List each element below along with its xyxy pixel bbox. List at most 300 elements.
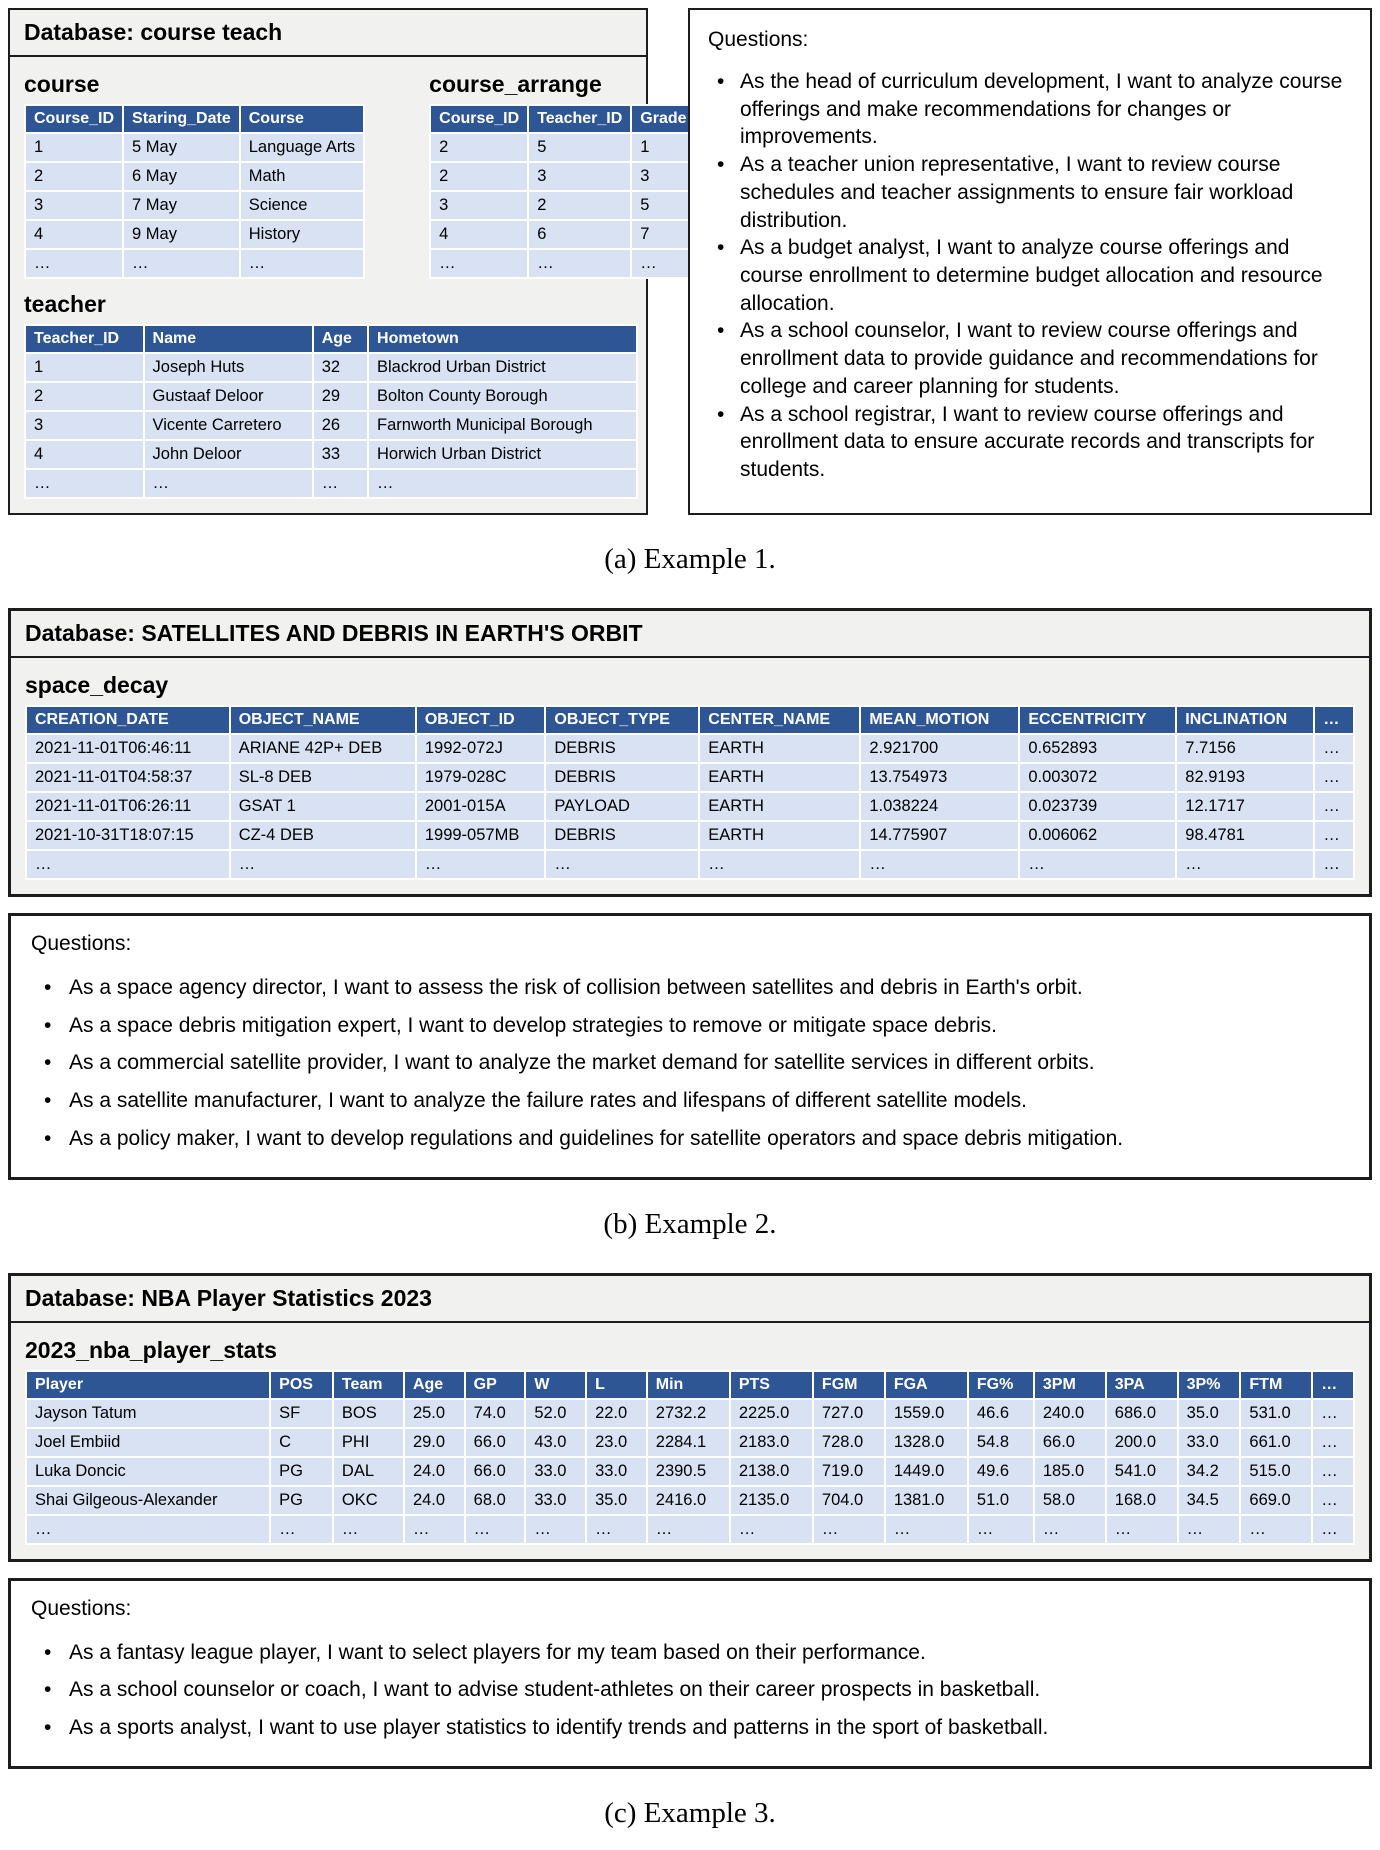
table-cell: 66.0 xyxy=(466,1458,525,1485)
question-item: • As a space agency director, I want to assess the risk of collision between satellites and debris in Earth's orbit. xyxy=(31,974,1349,1002)
column-header: Course xyxy=(241,106,363,132)
table-row xyxy=(26,354,636,381)
table-row xyxy=(431,134,694,161)
table-cell: 4 xyxy=(26,441,143,468)
column-header: Player xyxy=(27,1372,269,1398)
table-cell: … xyxy=(587,1516,646,1543)
column-header: OBJECT_TYPE xyxy=(546,707,698,733)
example1-questions-panel xyxy=(688,8,1372,515)
column-header: OBJECT_NAME xyxy=(231,707,415,733)
table-cell: 4 xyxy=(431,221,527,248)
table-cell: … xyxy=(886,1516,967,1543)
table-cell: Science xyxy=(241,192,363,219)
player-stats-table-block xyxy=(25,1337,1355,1545)
table-cell: C xyxy=(271,1429,332,1456)
table-cell: 7 xyxy=(632,221,694,248)
table-cell: Blackrod Urban District xyxy=(369,354,636,381)
table-cell: … xyxy=(26,470,143,497)
table-cell: … xyxy=(1020,851,1175,878)
table-cell: 541.0 xyxy=(1107,1458,1177,1485)
table-cell: 1 xyxy=(26,354,143,381)
table-name-teacher: teacher xyxy=(24,291,106,317)
table-cell: … xyxy=(700,851,859,878)
table-cell: … xyxy=(1315,793,1353,820)
table-row xyxy=(431,250,694,277)
table-cell: 23.0 xyxy=(587,1429,646,1456)
table-cell: 49.6 xyxy=(969,1458,1033,1485)
table-cell: … xyxy=(861,851,1018,878)
table-cell: 2 xyxy=(26,163,122,190)
table-cell: 4 xyxy=(26,221,122,248)
column-header: Hometown xyxy=(369,326,636,352)
table-cell: 3 xyxy=(632,163,694,190)
table-cell: 24.0 xyxy=(405,1487,464,1514)
database-title: Database: NBA Player Statistics 2023 xyxy=(11,1276,1369,1323)
question-item: • As a fantasy league player, I want to select players for my team based on their performance. xyxy=(31,1639,1349,1667)
table-cell: 727.0 xyxy=(814,1400,884,1427)
table-cell: 185.0 xyxy=(1035,1458,1105,1485)
column-header: 3PA xyxy=(1107,1372,1177,1398)
column-header: Staring_Date xyxy=(124,106,239,132)
column-header: W xyxy=(526,1372,585,1398)
question-item: • As a commercial satellite provider, I want to analyze the market demand for satellite services in different orbits. xyxy=(31,1049,1349,1077)
column-header: Teacher_ID xyxy=(26,326,143,352)
table-cell: GSAT 1 xyxy=(231,793,415,820)
table-cell: 1.038224 xyxy=(861,793,1018,820)
table-cell: 66.0 xyxy=(466,1429,525,1456)
table-row xyxy=(26,221,363,248)
column-header: FTM xyxy=(1241,1372,1311,1398)
table-cell: … xyxy=(1315,822,1353,849)
table-cell: 66.0 xyxy=(1035,1429,1105,1456)
table-cell: 29 xyxy=(314,383,367,410)
questions-list xyxy=(708,68,1348,484)
example-2 xyxy=(8,608,1372,1241)
table-cell: Jayson Tatum xyxy=(27,1400,269,1427)
table-cell: 704.0 xyxy=(814,1487,884,1514)
table-cell: Math xyxy=(241,163,363,190)
question-item: • As a school counselor or coach, I want to advise student-athletes on their career prospects in basketball. xyxy=(31,1676,1349,1704)
table-name-player-stats: 2023_nba_player_stats xyxy=(25,1336,277,1363)
table-row xyxy=(27,1487,1353,1514)
table-cell: 26 xyxy=(314,412,367,439)
column-header: INCLINATION xyxy=(1177,707,1313,733)
column-header: Age xyxy=(314,326,367,352)
table-cell: 2 xyxy=(529,192,630,219)
column-header: FGA xyxy=(886,1372,967,1398)
table-cell: 531.0 xyxy=(1241,1400,1311,1427)
table-cell: 3 xyxy=(26,412,143,439)
table-cell: Joseph Huts xyxy=(145,354,312,381)
database-title: Database: SATELLITES AND DEBRIS IN EARTH'S ORBIT xyxy=(11,611,1369,658)
table-cell: 669.0 xyxy=(1241,1487,1311,1514)
table-row xyxy=(27,1516,1353,1543)
course-arrange-table xyxy=(429,104,696,279)
table-cell: 54.8 xyxy=(969,1429,1033,1456)
header-row xyxy=(26,326,636,352)
table-cell: … xyxy=(1179,1516,1240,1543)
table-cell: 12.1717 xyxy=(1177,793,1313,820)
table-cell: … xyxy=(241,250,363,277)
table-cell: 46.6 xyxy=(969,1400,1033,1427)
table-cell: … xyxy=(1315,764,1353,791)
table-cell: 35.0 xyxy=(587,1487,646,1514)
table-cell: 68.0 xyxy=(466,1487,525,1514)
table-cell: John Deloor xyxy=(145,441,312,468)
table-row xyxy=(26,441,636,468)
table-cell: 168.0 xyxy=(1107,1487,1177,1514)
table-cell: … xyxy=(27,851,229,878)
table-cell: 0.003072 xyxy=(1020,764,1175,791)
header-row xyxy=(27,1372,1353,1398)
caption-example-3: (c) Example 3. xyxy=(604,1796,776,1829)
table-cell: … xyxy=(648,1516,729,1543)
table-cell: 2 xyxy=(431,134,527,161)
table-cell: 1992-072J xyxy=(417,735,545,762)
question-item: • As a budget analyst, I want to analyze course offerings and course enrollment to determine budget allocation and resource allocation. xyxy=(708,234,1348,317)
table-cell: … xyxy=(1313,1429,1353,1456)
table-cell: … xyxy=(1241,1516,1311,1543)
caption-example-1: (a) Example 1. xyxy=(604,543,776,575)
table-cell: 33.0 xyxy=(526,1458,585,1485)
tables-row xyxy=(24,59,687,279)
table-cell: 33.0 xyxy=(587,1458,646,1485)
table-cell: EARTH xyxy=(700,822,859,849)
table-cell: … xyxy=(405,1516,464,1543)
table-cell: 2135.0 xyxy=(731,1487,812,1514)
table-cell: 2021-11-01T06:26:11 xyxy=(27,793,229,820)
column-header: … xyxy=(1315,707,1353,733)
table-cell: 58.0 xyxy=(1035,1487,1105,1514)
database-body xyxy=(10,57,687,513)
table-cell: 3 xyxy=(431,192,527,219)
table-cell: 2183.0 xyxy=(731,1429,812,1456)
table-cell: 6 xyxy=(529,221,630,248)
table-cell: … xyxy=(145,470,312,497)
table-cell: 7 May xyxy=(124,192,239,219)
table-cell: CZ-4 DEB xyxy=(231,822,415,849)
table-cell: … xyxy=(526,1516,585,1543)
table-cell: 0.652893 xyxy=(1020,735,1175,762)
table-cell: EARTH xyxy=(700,793,859,820)
table-cell: 51.0 xyxy=(969,1487,1033,1514)
table-cell: … xyxy=(1313,1400,1353,1427)
table-row xyxy=(27,764,1353,791)
table-cell: 5 May xyxy=(124,134,239,161)
table-cell: Language Arts xyxy=(241,134,363,161)
header-row xyxy=(431,106,694,132)
table-row xyxy=(26,250,363,277)
table-cell: … xyxy=(529,250,630,277)
example2-questions-panel xyxy=(8,913,1372,1180)
table-cell: OKC xyxy=(334,1487,403,1514)
table-cell: PG xyxy=(271,1487,332,1514)
example-1 xyxy=(8,8,1372,576)
table-cell: … xyxy=(1313,1458,1353,1485)
column-header: CENTER_NAME xyxy=(700,707,859,733)
table-cell: Farnworth Municipal Borough xyxy=(369,412,636,439)
table-cell: Luka Doncic xyxy=(27,1458,269,1485)
table-row xyxy=(26,383,636,410)
table-cell: … xyxy=(369,470,636,497)
teacher-table xyxy=(24,324,638,499)
column-header: Age xyxy=(405,1372,464,1398)
column-header: MEAN_MOTION xyxy=(861,707,1018,733)
question-item: • As a school registrar, I want to review course offerings and enrollment data to ensure accurate records and transcripts for students. xyxy=(708,401,1348,484)
table-cell: … xyxy=(417,851,545,878)
table-cell: 34.2 xyxy=(1179,1458,1240,1485)
table-cell: 2 xyxy=(26,383,143,410)
table-cell: 686.0 xyxy=(1107,1400,1177,1427)
table-cell: 33.0 xyxy=(526,1487,585,1514)
table-cell: … xyxy=(431,250,527,277)
table-row xyxy=(431,163,694,190)
example3-database-panel xyxy=(8,1273,1372,1562)
question-item: • As a sports analyst, I want to use player statistics to identify trends and patterns in the sport of basketball. xyxy=(31,1714,1349,1742)
table-name-course-arrange: course_arrange xyxy=(429,71,602,97)
table-cell: 35.0 xyxy=(1179,1400,1240,1427)
questions-label: Questions: xyxy=(31,1596,132,1620)
player-stats-table xyxy=(25,1370,1355,1545)
table-cell: 2390.5 xyxy=(648,1458,729,1485)
table-cell: … xyxy=(1313,1516,1353,1543)
header-row xyxy=(26,106,363,132)
column-header: … xyxy=(1313,1372,1353,1398)
table-cell: … xyxy=(271,1516,332,1543)
table-cell: … xyxy=(814,1516,884,1543)
example-1-row xyxy=(8,8,1372,515)
column-header: Teacher_ID xyxy=(529,106,630,132)
table-cell: DAL xyxy=(334,1458,403,1485)
column-header: POS xyxy=(271,1372,332,1398)
table-cell: 29.0 xyxy=(405,1429,464,1456)
table-cell: 2021-10-31T18:07:15 xyxy=(27,822,229,849)
column-header: Name xyxy=(145,326,312,352)
column-header: OBJECT_ID xyxy=(417,707,545,733)
column-header: 3PM xyxy=(1035,1372,1105,1398)
table-cell: EARTH xyxy=(700,735,859,762)
table-cell: PAYLOAD xyxy=(546,793,698,820)
question-item: • As a space debris mitigation expert, I want to develop strategies to remove or mitigate space debris. xyxy=(31,1012,1349,1040)
table-cell: … xyxy=(314,470,367,497)
table-cell: … xyxy=(1035,1516,1105,1543)
table-row xyxy=(26,134,363,161)
table-cell: 14.775907 xyxy=(861,822,1018,849)
table-cell: 2284.1 xyxy=(648,1429,729,1456)
table-cell: 22.0 xyxy=(587,1400,646,1427)
table-cell: 2021-11-01T04:58:37 xyxy=(27,764,229,791)
database-body xyxy=(11,658,1369,894)
table-cell: … xyxy=(124,250,239,277)
table-cell: PG xyxy=(271,1458,332,1485)
table-cell: … xyxy=(334,1516,403,1543)
question-item: • As a school counselor, I want to review course offerings and enrollment data to provide guidance and recommendations for college and career planning for students. xyxy=(708,317,1348,400)
column-header: FG% xyxy=(969,1372,1033,1398)
questions-list xyxy=(31,1639,1349,1742)
course-arrange-table-block xyxy=(429,59,696,279)
example3-questions-panel xyxy=(8,1578,1372,1769)
caption-example-2: (b) Example 2. xyxy=(603,1207,777,1240)
table-row xyxy=(26,192,363,219)
table-cell: 3 xyxy=(529,163,630,190)
teacher-table-block xyxy=(24,291,632,499)
table-cell: Bolton County Borough xyxy=(369,383,636,410)
table-cell: 2732.2 xyxy=(648,1400,729,1427)
column-header: FGM xyxy=(814,1372,884,1398)
table-cell: 2416.0 xyxy=(648,1487,729,1514)
table-row xyxy=(27,1429,1353,1456)
space-decay-table xyxy=(25,705,1355,880)
column-header: Min xyxy=(648,1372,729,1398)
table-row xyxy=(27,1400,1353,1427)
table-cell: 2 xyxy=(431,163,527,190)
table-cell: 74.0 xyxy=(466,1400,525,1427)
table-cell: 661.0 xyxy=(1241,1429,1311,1456)
course-table xyxy=(24,104,365,279)
table-cell: EARTH xyxy=(700,764,859,791)
table-row xyxy=(27,1458,1353,1485)
table-cell: 5 xyxy=(632,192,694,219)
table-cell: DEBRIS xyxy=(546,735,698,762)
table-cell: 2138.0 xyxy=(731,1458,812,1485)
table-cell: 1 xyxy=(26,134,122,161)
table-cell: 200.0 xyxy=(1107,1429,1177,1456)
question-item: • As the head of curriculum development, I want to analyze course offerings and make recommendations for changes or improvements. xyxy=(708,68,1348,151)
table-cell: … xyxy=(1315,851,1353,878)
table-cell: … xyxy=(26,250,122,277)
table-cell: 1381.0 xyxy=(886,1487,967,1514)
table-row xyxy=(27,735,1353,762)
table-cell: 3 xyxy=(26,192,122,219)
questions-list xyxy=(31,974,1349,1153)
table-cell: 25.0 xyxy=(405,1400,464,1427)
table-cell: 1449.0 xyxy=(886,1458,967,1485)
table-cell: History xyxy=(241,221,363,248)
table-row xyxy=(26,163,363,190)
table-cell: … xyxy=(27,1516,269,1543)
column-header: Grade xyxy=(632,106,694,132)
table-cell: 98.4781 xyxy=(1177,822,1313,849)
table-cell: 82.9193 xyxy=(1177,764,1313,791)
table-cell: 515.0 xyxy=(1241,1458,1311,1485)
table-cell: 6 May xyxy=(124,163,239,190)
table-row xyxy=(431,192,694,219)
table-cell: … xyxy=(546,851,698,878)
example1-database-panel xyxy=(8,8,687,515)
table-cell: 2.921700 xyxy=(861,735,1018,762)
course-table-block xyxy=(24,59,365,279)
table-row xyxy=(27,851,1353,878)
table-cell: 9 May xyxy=(124,221,239,248)
table-cell: 32 xyxy=(314,354,367,381)
table-cell: 0.006062 xyxy=(1020,822,1175,849)
questions-label: Questions: xyxy=(31,932,132,955)
table-row xyxy=(27,793,1353,820)
column-header: ECCENTRICITY xyxy=(1020,707,1175,733)
table-cell: Vicente Carretero xyxy=(145,412,312,439)
table-cell: DEBRIS xyxy=(546,764,698,791)
table-cell: 34.5 xyxy=(1179,1487,1240,1514)
question-item: • As a satellite manufacturer, I want to analyze the failure rates and lifespans of different satellite models. xyxy=(31,1087,1349,1115)
table-cell: 1328.0 xyxy=(886,1429,967,1456)
database-title: Database: course teach xyxy=(10,10,646,57)
table-row xyxy=(27,822,1353,849)
table-cell: ARIANE 42P+ DEB xyxy=(231,735,415,762)
table-cell: 1999-057MB xyxy=(417,822,545,849)
table-cell: … xyxy=(466,1516,525,1543)
question-item: • As a policy maker, I want to develop regulations and guidelines for satellite operators and space debris mitigation. xyxy=(31,1125,1349,1153)
table-cell: 5 xyxy=(529,134,630,161)
table-row xyxy=(26,412,636,439)
table-cell: 43.0 xyxy=(526,1429,585,1456)
question-item: • As a teacher union representative, I want to review course schedules and teacher assignments to ensure fair workload distribution. xyxy=(708,151,1348,234)
table-cell: … xyxy=(969,1516,1033,1543)
table-cell: 719.0 xyxy=(814,1458,884,1485)
table-row xyxy=(431,221,694,248)
table-cell: DEBRIS xyxy=(546,822,698,849)
database-body xyxy=(11,1323,1369,1559)
table-cell: 0.023739 xyxy=(1020,793,1175,820)
table-cell: 33 xyxy=(314,441,367,468)
table-cell: 52.0 xyxy=(526,1400,585,1427)
table-row xyxy=(26,470,636,497)
table-cell: 2021-11-01T06:46:11 xyxy=(27,735,229,762)
table-cell: 33.0 xyxy=(1179,1429,1240,1456)
table-cell: 1979-028C xyxy=(417,764,545,791)
table-cell: … xyxy=(231,851,415,878)
table-cell: Shai Gilgeous-Alexander xyxy=(27,1487,269,1514)
table-cell: … xyxy=(1315,735,1353,762)
table-cell: 1 xyxy=(632,134,694,161)
table-cell: 1559.0 xyxy=(886,1400,967,1427)
table-cell: … xyxy=(1313,1487,1353,1514)
table-cell: 13.754973 xyxy=(861,764,1018,791)
column-header: Team xyxy=(334,1372,403,1398)
column-header: 3P% xyxy=(1179,1372,1240,1398)
table-cell: … xyxy=(632,250,694,277)
column-header: Course_ID xyxy=(431,106,527,132)
column-header: PTS xyxy=(731,1372,812,1398)
table-cell: 7.7156 xyxy=(1177,735,1313,762)
example-3 xyxy=(8,1273,1372,1830)
table-cell: SL-8 DEB xyxy=(231,764,415,791)
table-cell: 240.0 xyxy=(1035,1400,1105,1427)
table-cell: BOS xyxy=(334,1400,403,1427)
space-decay-table-block xyxy=(25,672,1355,880)
table-cell: Horwich Urban District xyxy=(369,441,636,468)
column-header: L xyxy=(587,1372,646,1398)
table-cell: PHI xyxy=(334,1429,403,1456)
table-cell: … xyxy=(1177,851,1313,878)
questions-label: Questions: xyxy=(708,28,809,51)
example2-database-panel xyxy=(8,608,1372,897)
table-cell: 2001-015A xyxy=(417,793,545,820)
table-cell: … xyxy=(1107,1516,1177,1543)
table-name-space-decay: space_decay xyxy=(25,672,169,698)
table-cell: 728.0 xyxy=(814,1429,884,1456)
column-header: GP xyxy=(466,1372,525,1398)
column-header: Course_ID xyxy=(26,106,122,132)
header-row xyxy=(27,707,1353,733)
table-cell: 2225.0 xyxy=(731,1400,812,1427)
table-cell: 24.0 xyxy=(405,1458,464,1485)
column-header: CREATION_DATE xyxy=(27,707,229,733)
table-cell: Gustaaf Deloor xyxy=(145,383,312,410)
table-cell: SF xyxy=(271,1400,332,1427)
table-cell: … xyxy=(731,1516,812,1543)
table-name-course: course xyxy=(24,71,100,97)
table-cell: Joel Embiid xyxy=(27,1429,269,1456)
